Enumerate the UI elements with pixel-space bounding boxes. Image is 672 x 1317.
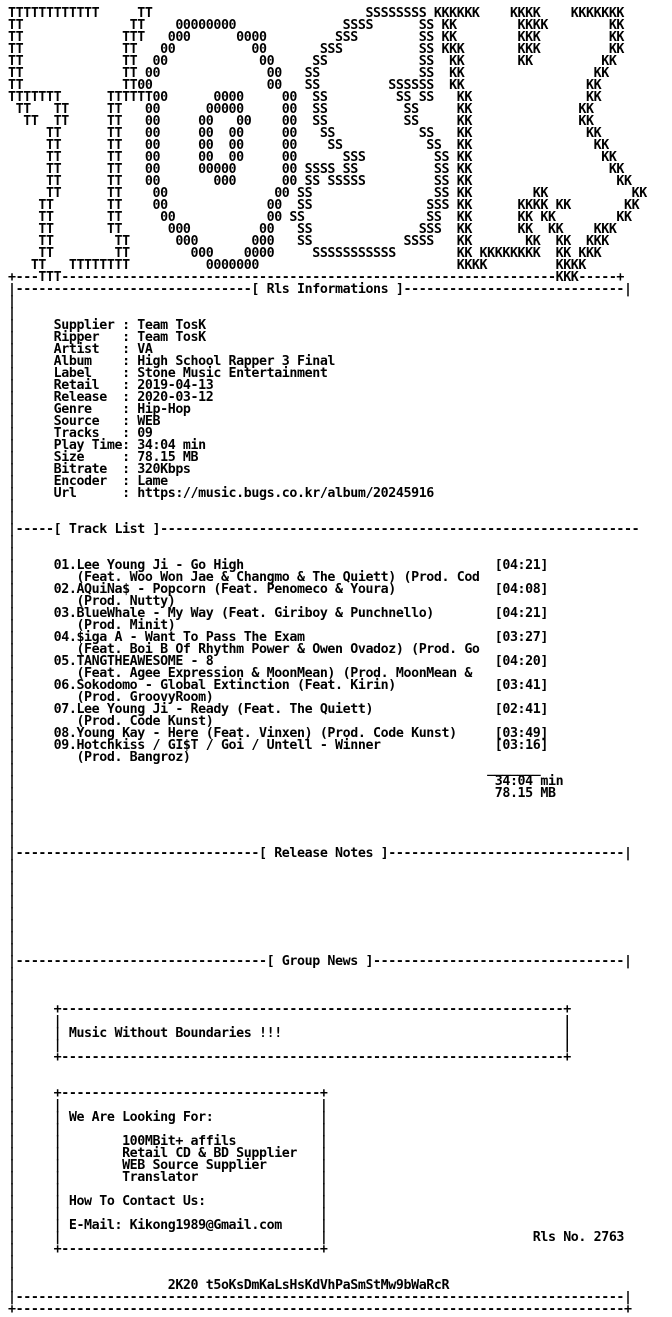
nfo-line: | [8, 546, 16, 561]
nfo-line: | [8, 966, 16, 981]
nfo-line: TT TT 00 000 00 SS SSSSS SS KK KK [8, 174, 632, 189]
nfo-line: |---------------------------------[ Group News ]---------------------------------| [8, 954, 632, 969]
nfo-line: | [8, 942, 16, 957]
nfo-line: | (Prod. Code Kunst) [8, 714, 214, 729]
nfo-line: | [8, 294, 16, 309]
nfo-line: |--------------------------------------------------------------------------------| [8, 1290, 632, 1305]
nfo-line: TT TT 00 00 00 00 SSS SS KK KK [8, 150, 617, 165]
nfo-line: TT TT 00 00 00 00 SS SS KK KK [8, 138, 609, 153]
nfo-line: | Tracks : 09 [8, 426, 153, 441]
nfo-line: | | | [8, 1122, 328, 1137]
nfo-line: | Supplier : Team TosK [8, 318, 206, 333]
nfo-line: | Source : WEB [8, 414, 161, 429]
nfo-line: | [8, 870, 16, 885]
nfo-line: TT TTTTTTTT 0000000 KKKK KKKK [8, 258, 587, 273]
nfo-line: TT TT 00 00 00 00 SS SS KK KK [8, 126, 602, 141]
nfo-line: | +----------------------------------+ [8, 1086, 328, 1101]
nfo-line: |--------------------------------[ Release Notes ]-------------------------------| [8, 846, 632, 861]
nfo-line: TT TT 00 00 SS SS KK KK KK [8, 186, 647, 201]
nfo-line: | [8, 1062, 16, 1077]
nfo-line: | | Music Without Boundaries !!! | [8, 1026, 571, 1041]
nfo-line: | 78.15 MB [8, 786, 556, 801]
nfo-line: | Ripper : Team TosK [8, 330, 206, 345]
nfo-line: | | We Are Looking For: | [8, 1110, 328, 1125]
nfo-line: TT TT 000 00 SS SSS KK KK KK KKK [8, 222, 617, 237]
nfo-line: | [8, 858, 16, 873]
nfo-line: | [8, 978, 16, 993]
nfo-line: | | | [8, 1206, 328, 1221]
nfo-line: | [8, 822, 16, 837]
nfo-line: | [8, 894, 16, 909]
nfo-line: | 34:04 min [8, 774, 564, 789]
nfo-line: | [8, 798, 16, 813]
nfo-line: | | How To Contact Us: | [8, 1194, 328, 1209]
nfo-line: TTTTTTTTTTTT TT SSSSSSSS KKKKKK KKKK KKKKKKK [8, 6, 625, 21]
nfo-line: | 08.Young Kay - Here (Feat. Vinxen) (Prod. Code Kunst) [03:49] [8, 726, 548, 741]
nfo-line: | | | [8, 1014, 571, 1029]
nfo-line: | 01.Lee Young Ji - Go High [04:21] [8, 558, 548, 573]
nfo-line: | Label : Stone Music Entertainment [8, 366, 328, 381]
nfo-line: | [8, 498, 16, 513]
nfo-line: | (Prod. Minit) [8, 618, 176, 633]
nfo-line: | +------------------------------------------------------------------+ [8, 1002, 571, 1017]
nfo-line: | [8, 930, 16, 945]
nfo-line: TT TT 00 00 SS SSS KK KKKK KK KK [8, 198, 640, 213]
nfo-line: | [8, 834, 16, 849]
nfo-line: | Size : 78.15 MB [8, 450, 199, 465]
nfo-line: | [8, 882, 16, 897]
nfo-line: | Play Time: 34:04 min [8, 438, 206, 453]
nfo-document [8, 8, 647, 1316]
nfo-line: +---TTT-----------------------------------------------------------------KKK-----+ [8, 270, 625, 285]
nfo-line: | [8, 906, 16, 921]
nfo-line: | | | [8, 1098, 328, 1113]
nfo-line: | 06.Sokodomo - Global Extinction (Feat. Kirin) [03:41] [8, 678, 548, 693]
nfo-line: TT TT00 00 SS SSSSSS KK KK [8, 78, 602, 93]
nfo-line: TT TT 000 000 SS SSSS KK KK KK KKK [8, 234, 609, 249]
nfo-line: TT TT 000 0000 SSSSSSSSSSS KK KKKKKKKK KK KKK [8, 246, 602, 261]
nfo-line: | [8, 1266, 16, 1281]
nfo-line: | [8, 1074, 16, 1089]
nfo-line: | | E-Mail: Kikong1989@Gmail.com | [8, 1218, 328, 1233]
nfo-line: | | 100MBit+ affils | [8, 1134, 328, 1149]
nfo-line: | [8, 510, 16, 525]
nfo-line: | [8, 990, 16, 1005]
nfo-line: TT TT TT 00 00000 00 SS SS KK KK [8, 102, 594, 117]
nfo-line: | +----------------------------------+ [8, 1242, 328, 1257]
nfo-line: | +------------------------------------------------------------------+ [8, 1050, 571, 1065]
nfo-line: | _______ [8, 762, 541, 777]
nfo-line: | | | Rls No. 2763 [8, 1230, 625, 1245]
nfo-line: | Encoder : Lame [8, 474, 168, 489]
nfo-line: TT TTT 000 0000 SSS SS KK KKK KK [8, 30, 625, 45]
nfo-line: TT TT TT 00 00 00 00 SS SS KK KK [8, 114, 594, 129]
nfo-line: TT TT 00000000 SSSS SS KK KKKK KK [8, 18, 625, 33]
nfo-line: | (Feat. Woo Won Jae & Changmo & The Quiett) (Prod. Cod [8, 570, 480, 585]
nfo-line: +--------------------------------------------------------------------------------+ [8, 1302, 632, 1317]
nfo-line: TT TT 00 00 SS SS KK KK [8, 66, 609, 81]
nfo-line: | 2K20 t5oKsDmKaLsHsKdVhPaSmStMw9bWaRcR [8, 1278, 450, 1293]
nfo-line: | Genre : Hip-Hop [8, 402, 191, 417]
nfo-line: | (Feat. Boi B Of Rhythm Power & Owen Ovadoz) (Prod. Go [8, 642, 480, 657]
nfo-line: | Album : High School Rapper 3 Final [8, 354, 336, 369]
nfo-line: | Artist : VA [8, 342, 153, 357]
nfo-line: | | | [8, 1038, 571, 1053]
nfo-line: TT TT 00 00000 00 SSSS SS SS KK KK [8, 162, 625, 177]
nfo-line: | (Prod. Bangroz) [8, 750, 191, 765]
nfo-line: | 05.TANGTHEAWESOME - 8 [04:20] [8, 654, 548, 669]
nfo-line: |-----[ Track List ]--------------------------------------------------------------- [8, 522, 640, 537]
nfo-line: TT TT 00 00 SS SS KK KK KK KK [8, 210, 632, 225]
nfo-line: | Release : 2020-03-12 [8, 390, 214, 405]
nfo-line: TTTTTTT TTTTTT00 0000 00 SS SS SS KK KK [8, 90, 602, 105]
nfo-line: | 09.Hotchkiss / GI$T / Goi / Untell - Winner [03:16] [8, 738, 548, 753]
nfo-line: | [8, 1254, 16, 1269]
nfo-line: | [8, 534, 16, 549]
nfo-line: | [8, 810, 16, 825]
nfo-line: | 07.Lee Young Ji - Ready (Feat. The Quiett) [02:41] [8, 702, 548, 717]
nfo-line: | | Translator | [8, 1170, 328, 1185]
nfo-line: | 04.$iga A - Want To Pass The Exam [03:27] [8, 630, 548, 645]
nfo-line: | (Feat. Agee Expression & MoonMean) (Prod. MoonMean & [8, 666, 472, 681]
nfo-line: | Url : https://music.bugs.co.kr/album/20245916 [8, 486, 434, 501]
nfo-line: | (Prod. Nutty) [8, 594, 176, 609]
nfo-line: | 02.AQuiNa$ - Popcorn (Feat. Penomeco & Youra) [04:08] [8, 582, 548, 597]
nfo-line: TT TT 00 00 SS SS KK KK KK [8, 54, 617, 69]
nfo-line: | 03.BlueWhale - My Way (Feat. Giriboy & Punchnello) [04:21] [8, 606, 548, 621]
nfo-line: | (Prod. GroovyRoom) [8, 690, 214, 705]
nfo-line: TT TT 00 00 SSS SS KKK KKK KK [8, 42, 625, 57]
nfo-line: | Bitrate : 320Kbps [8, 462, 191, 477]
nfo-line: | | | [8, 1182, 328, 1197]
nfo-line: | [8, 306, 16, 321]
nfo-line: | | Retail CD & BD Supplier | [8, 1146, 328, 1161]
nfo-line: | [8, 918, 16, 933]
nfo-line: | Retail : 2019-04-13 [8, 378, 214, 393]
nfo-line: |-------------------------------[ Rls Informations ]-----------------------------| [8, 282, 632, 297]
nfo-line: | | WEB Source Supplier | [8, 1158, 328, 1173]
